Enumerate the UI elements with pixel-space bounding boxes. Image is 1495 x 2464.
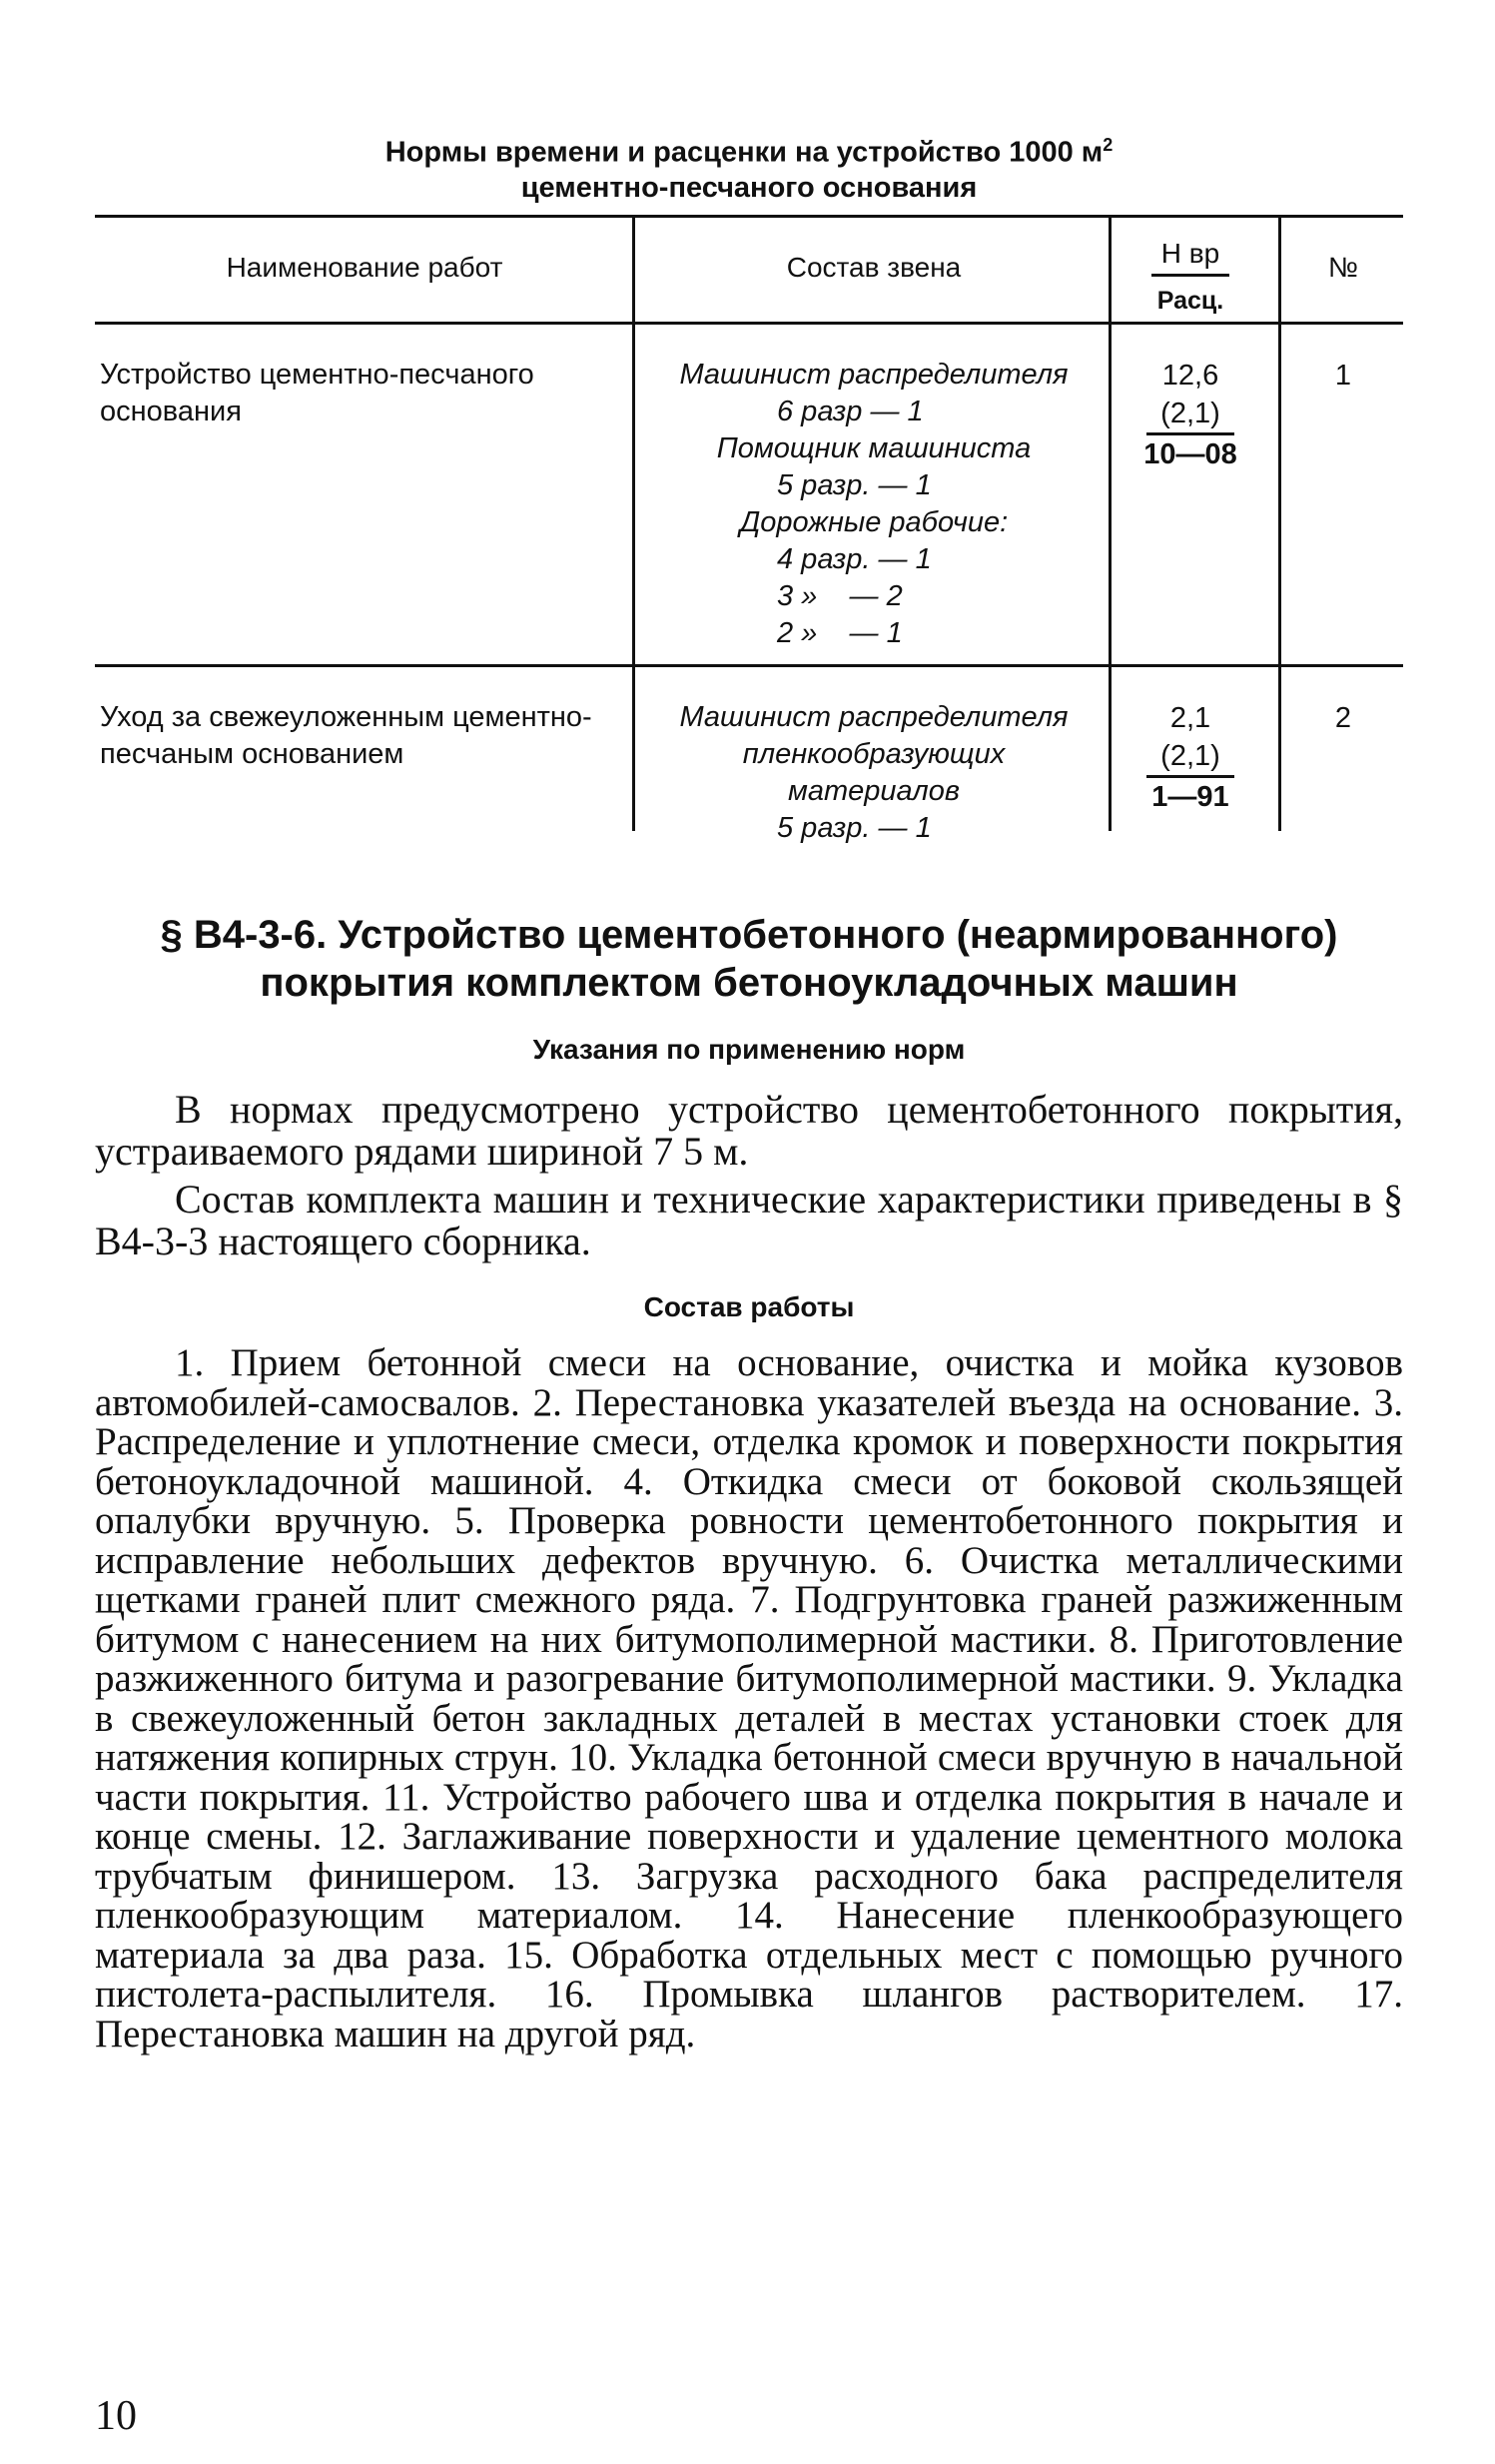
crew-line: 5 разр. — 1 [777, 812, 932, 844]
table-column-divider-3 [1278, 217, 1281, 831]
table-row-1-number: 1 [1334, 360, 1352, 392]
section-title [95, 911, 1403, 1007]
crew-line: 2 » — 1 [777, 617, 903, 649]
header-work-name: Наименование работ [226, 252, 503, 283]
header-crew: Состав звена [786, 252, 962, 283]
table-header-rule [95, 322, 1403, 325]
crew-line: Дорожные рабочие: [739, 506, 1009, 538]
table-top-rule [95, 215, 1403, 218]
crew-line: Машинист распределителя [679, 359, 1069, 391]
work-composition-list: 1. Прием бетонной смеси на основание, очистка и мойка кузовов автомобилей-самосвалов. 2. Перестановка указателей въезда на основание. 3. Распределение и уплотнение смеси, отделка кромок и поверхности покрытия бетоноукладочной машиной. 4. Откидка смеси от боковой скользящей опалубки вручную. 5. Проверка ровности цементобетонного покрытия и исправление небольших дефектов вручную. 6. Очистка металлическими щетками граней плит смежного ряда. 7. Подгрунтовка граней разжиженным битумом с нанесением на них битумополимерной мастики. 8. Приготовление разжиженного битума и разогревание битумополимерной мастики. 9. Укладка в свежеуложенный бетон закладных деталей в местах установки стоек для натяжения копирных струн. 10. Укладка бетонной смеси вручную в начальной части покрытия. 11. Устройство рабочего шва и отделка покрытия в начале и конце смены. 12. Заглаживание поверхности и удаление цементного молока трубчатым финишером. 13. Загрузка расходного бака распределителя пленкообразующим материалом. 14. Нанесение пленкообразующего материала за два раза. 15. Обработка отдельных мест с помощью ручного пистолета-распылителя. 16. Промывка шлангов растворителем. 17. Перестановка машин на другой ряд. [95, 1341, 1403, 2055]
crew-line: Помощник машиниста [716, 432, 1032, 464]
table-row-1-norm [1111, 357, 1270, 473]
rate-value: 1—91 [1151, 781, 1229, 813]
work-composition-heading: Состав работы [643, 1291, 855, 1322]
section-title-line2: покрытия комплектом бетоноукладочных машин [260, 961, 1238, 1005]
header-time-norm: Н вр [1151, 238, 1229, 277]
time-norm-value: 12,6 [1161, 360, 1219, 392]
crew-line: 6 разр — 1 [777, 396, 924, 427]
guidelines-paragraph-1: В нормах предусмотрено устройство цементобетонного покрытия, устраиваемого рядами шириной 7 5 м. [95, 1087, 1403, 1174]
section-title-line1: § В4-3-6. Устройство цементобетонного (неармированного) [160, 913, 1338, 957]
guidelines-heading: Указания по применению норм [532, 1034, 966, 1065]
guidelines-paragraph-2: Состав комплекта машин и технические характеристики приведены в § В4-3-3 настоящего сборника. [95, 1177, 1403, 1263]
table-title-line2: цементно-песчаного основания [520, 171, 978, 204]
table-row-2-work: Уход за свежеуложенным цементно-песчаным основанием [100, 701, 592, 770]
crew-line: 5 разр. — 1 [777, 469, 932, 501]
table-row-1-crew [639, 357, 1109, 652]
table-row-1-work: Устройство цементно-песчаного основания [100, 359, 534, 427]
crew-line: Машинист распределителя [679, 701, 1069, 733]
table-row-2-crew [639, 699, 1109, 847]
table-column-divider-1 [632, 217, 635, 831]
table-row-2-number: 2 [1334, 702, 1352, 734]
page-number: 10 [95, 2393, 137, 2439]
table-title [95, 128, 1403, 206]
crew-line: пленкообразующих [742, 738, 1006, 770]
header-number: № [1327, 252, 1359, 283]
parenthesized-norm: (2,1) [1146, 395, 1234, 435]
table-title-superscript: 2 [1103, 135, 1114, 155]
table-title-line1: Нормы времени и расценки на устройство 1000 м [384, 136, 1104, 169]
table-row-2-norm [1111, 699, 1270, 816]
crew-line: материалов [788, 775, 960, 807]
parenthesized-norm: (2,1) [1146, 737, 1234, 778]
table-row-divider [95, 664, 1403, 667]
crew-line: 3 » — 2 [777, 580, 903, 612]
crew-line: 4 разр. — 1 [777, 543, 932, 575]
time-norm-value: 2,1 [1169, 702, 1211, 734]
header-rate: Расц. [1156, 287, 1224, 315]
rate-value: 10—08 [1143, 438, 1237, 470]
header-norm-rate [1111, 238, 1270, 316]
